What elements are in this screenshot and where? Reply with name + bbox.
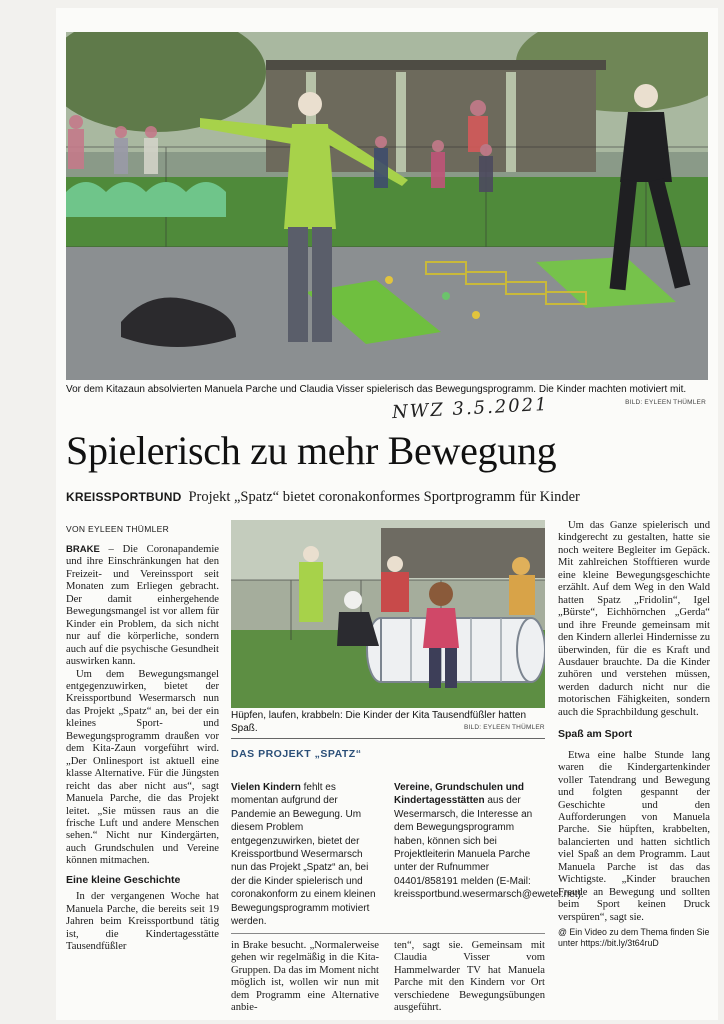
info-box-right-lead: Vereine, Grundschulen und Kindertagesstätten [394, 782, 525, 807]
column-1 [66, 544, 219, 1020]
subheadline: Projekt „Spatz“ bietet coronakonformes Sportprogramm für Kinder [188, 489, 580, 505]
inner-photo-illustration [231, 520, 545, 708]
info-box [231, 738, 584, 934]
info-box-left [231, 781, 378, 928]
newspaper-page [56, 8, 718, 1020]
paragraph: Etwa eine halbe Stunde lang waren die Kindergartenkinder voller Tatendrang und Bewegung und folgten gespannt der Geschichte und den Aufforderungen von Manuela Parche. Sie hüpften, krabbelten, balancierten und hatten sichtlich viel Spaß an dem Programm. Laut Manuela Parche ist das das Wichtigste. „Kinder brauchen Freude an Bewegung und sollten beim Sport keinen Druck verspüren“, sagt sie. [558, 749, 710, 923]
top-photo-caption-text: Vor dem Kitazaun absolvierten Manuela Parche und Claudia Visser spielerisch das Bewegungsprogramm. Die Kinder machten motiviert mit. [66, 384, 687, 395]
video-note: @ Ein Video zu dem Thema finden Sie unter https://bit.ly/3t64ruD [558, 927, 710, 949]
paragraph [66, 544, 219, 669]
paragraph: In der vergangenen Woche hat Manuela Parche, die bereits seit 19 Jahren beim Kreissportbund tätig ist, die Kindertagesstätte Tausendfüßler [66, 891, 219, 953]
paragraph: Um dem Bewegungsmangel entgegenzuwirken, bietet der Kreissportbund Wesermarsch nun das Projekt „Spatz“ an, bei der ein kleines Sport- und Bewegungsprogramm draußen vor dem Kita-Zaun vorgeführt wird. „Der Onlinesport ist aktuell eine klasse Alternative. Für die Jüngsten reicht das aber nicht aus“, sagt Manuela Parche, die das Projekt leitet. „Sie müssen raus an die frische Luft und andere Menschen sehen.“ Nicht nur Kindergärten, auch Grundschulen und Vereine können mitmachen. [66, 668, 219, 867]
info-box-left-lead: Vielen Kindern [231, 782, 301, 793]
inner-photo-caption [231, 710, 547, 735]
info-box-right [394, 781, 584, 902]
info-box-title: DAS PROJEKT „SPATZ“ [231, 748, 362, 760]
paragraph: Um das Ganze spielerisch und kindgerecht zu gestalten, hatte sie noch weitere Begleiter im Gepäck. Mit zahlreichen Stofftieren wurde eine kleine Bewegungsgeschichte erzählt. Auf dem Weg in den Wald hatten Spatz „Fridolin“, Igel „Bürste“, Eichhörnchen „Gerda“ und ihre Freunde gemeinsam mit den Kindern allerlei Hindernisse zu überwinden, für die es Kraft und Ausdauer brauchte. Da die Kinder zuhören und verstehen müssen, werden dadurch nicht nur die motorischen Fähigkeiten, sondern auch die Sprachbildung geschult. [558, 520, 710, 718]
paragraph: ten“, sagt sie. Gemeinsam mit Claudia Visser vom Hammelwarder TV hat Manuela Parche mit den Kindern vor Ort verschiedene Bewegungsübungen ausgeführt. [394, 940, 545, 1014]
headline: Spielerisch zu mehr Bewegung [66, 428, 557, 473]
info-box-right-text: aus der Wesermarsch, die Interesse an dem Bewegungsprogramm haben, können sich bei Projektleiterin Manuela Parche unter der Rufnummer 04401/858191 melden (E-Mail: kreissportbund.wesermarsch@ewetel.net). [394, 795, 584, 901]
subhead-eine-kleine-geschichte: Eine kleine Geschichte [66, 873, 181, 886]
inner-photo-caption-text: Hüpfen, laufen, krabbeln: Die Kinder der Kita Tausendfüßler hatten Spaß. [231, 710, 526, 734]
handwritten-note: NWZ 3.5.2021 [391, 393, 550, 424]
top-photo-illustration [66, 32, 708, 380]
top-photo-caption [66, 383, 706, 396]
column-3-bottom [394, 940, 545, 1020]
kicker: KREISSPORTBUND [66, 490, 182, 504]
paragraph: in Brake besucht. „Normalerweise gehen wir regelmäßig in die Kita-Gruppen. Da das im Moment nicht möglich ist, wollen wir nun mit dem Programm eine Alternative anbie- [231, 940, 379, 1014]
subhead-spass-am-sport: Spaß am Sport [558, 728, 633, 741]
top-photo-credit: BILD: EYLEEN THÜMLER [625, 399, 706, 406]
byline: VON EYLEEN THÜMLER [66, 524, 170, 534]
info-box-left-text: fehlt es momentan aufgrund der Pandemie an Bewegung. Um diesem Problem entgegenzuwirken, bietet der Kreissportbund Wesermarsch nun das Projekt „Spatz“ an, bei der die Kinder spielerisch und coronakonform zu einem kleinen Bewegungsprogramm motiviert werden. [231, 782, 376, 928]
column-2-bottom [231, 940, 379, 1020]
inner-photo-credit: BILD: EYLEEN THÜMLER [464, 724, 545, 731]
column-4 [558, 520, 710, 1020]
dateline: BRAKE [66, 544, 100, 555]
paragraph-text: – Die Coronapandemie und ihre Einschränkungen hat den Freizeit- und Vereinssport seit Monaten zum Erliegen gebracht. Der damit einhergehende Bewegungsmangel ist vor allem für Kinder ein Problem, da sich nicht nur auf die körperliche, sondern auch auf die psychische Gesundheit auswirken kann. [66, 544, 219, 668]
subheadline-row [66, 488, 714, 506]
inner-photo [231, 520, 545, 708]
top-photo [66, 32, 708, 380]
